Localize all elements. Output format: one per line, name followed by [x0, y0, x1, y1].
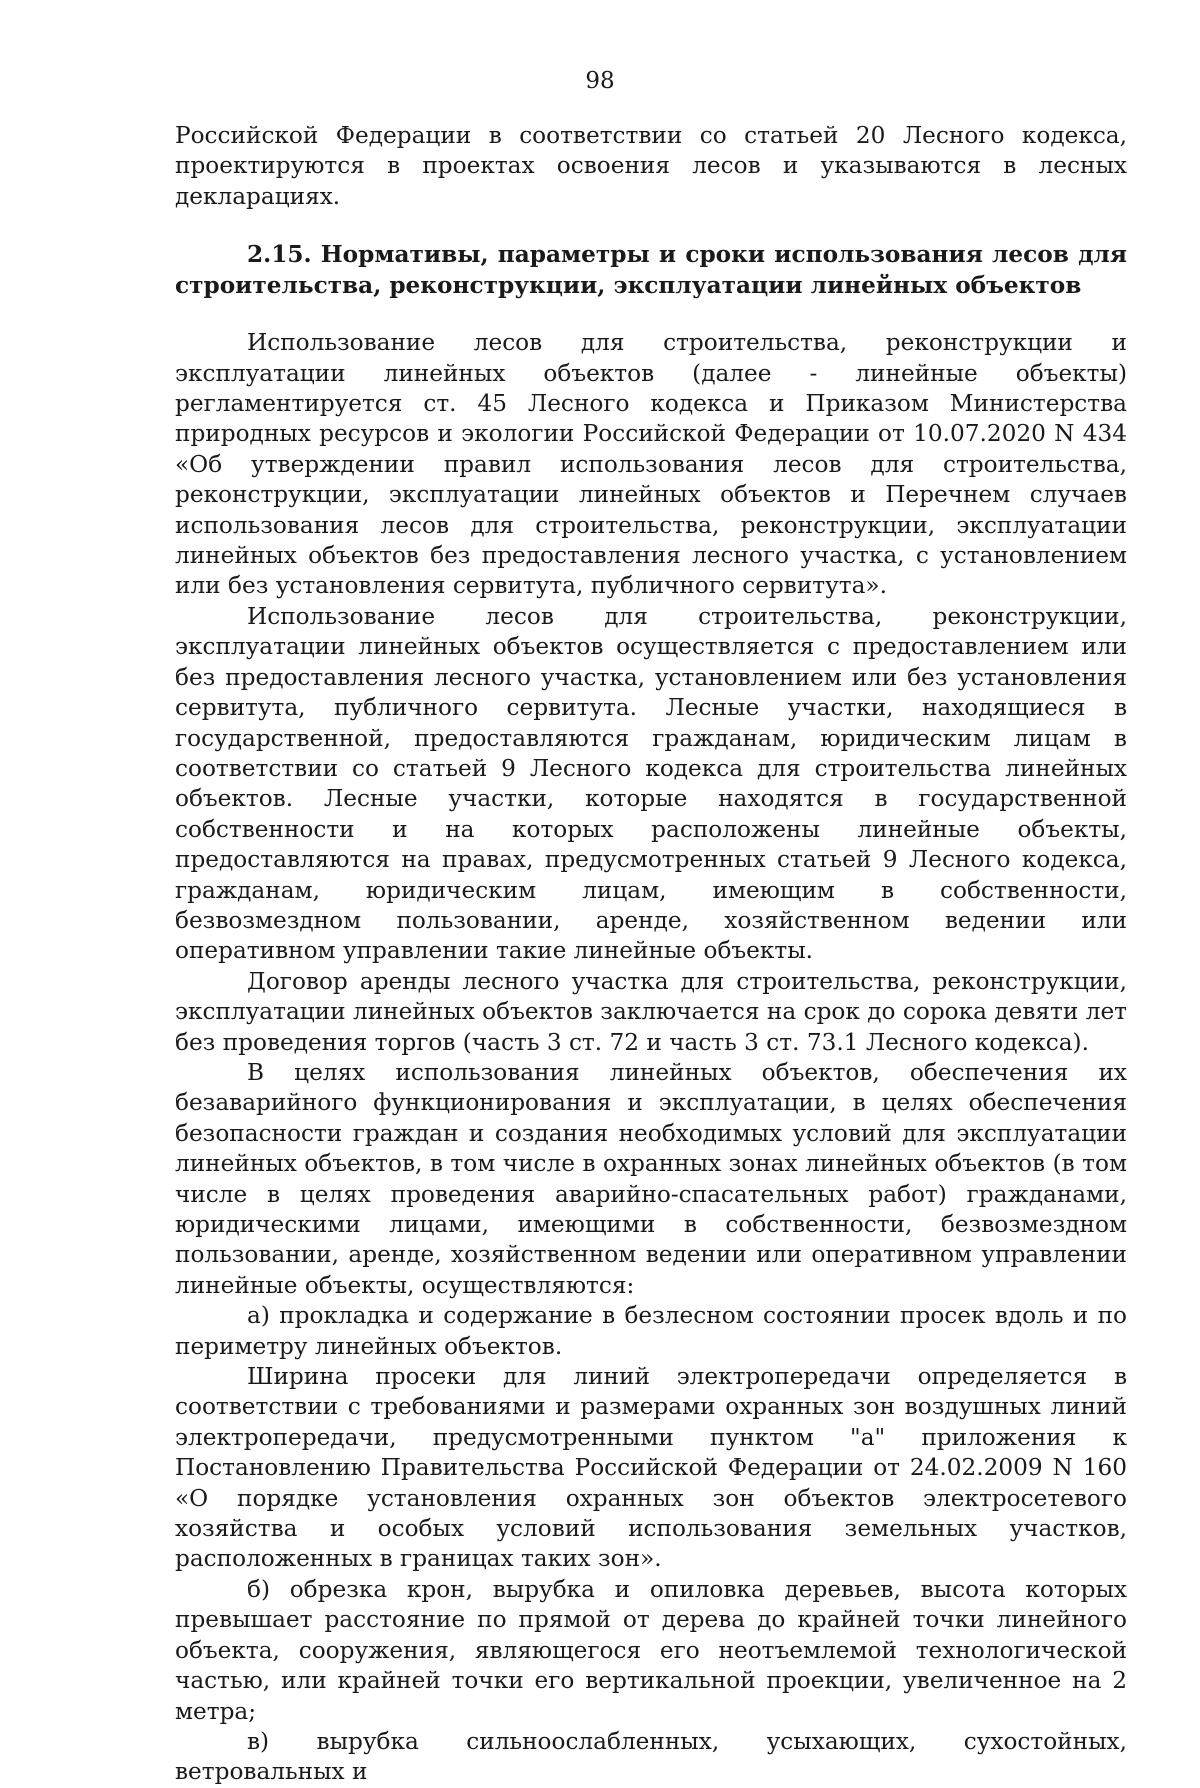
intro-paragraph: Российской Федерации в соответствии со статьей 20 Лесного кодекса, проектируются в проектах освоения лесов и указываются в лесных декларациях. [175, 122, 1127, 210]
paragraph-land-provision: Использование лесов для строительства, реконструкции, эксплуатации линейных объектов осуществляется с предоставлением или без предоставления лесного участка, установлением или без установления сервитута, публичного сервитута. Лесные участки, находящиеся в государственной, предоставляются гражданам, юридическим лицам в соответствии со статьей 9 Лесного кодекса для строительства линейных объектов. Лесные участки, которые находятся в государственной собственности и на которых расположены линейные объекты, предоставляются на правах, предусмотренных статьей 9 Лесного кодекса, гражданам, юридическим лицам, имеющим в собственности, безвозмездном пользовании, аренде, хозяйственном ведении или оперативном управлении такие линейные объекты. [175, 602, 1127, 965]
paragraph-lease-term: Договор аренды лесного участка для строительства, реконструкции, эксплуатации линейных объектов заключается на срок до сорока девяти лет без проведения торгов (часть 3 ст. 72 и часть 3 ст. 73.1 Лесного кодекса). [175, 967, 1127, 1056]
paragraph-item-a: а) прокладка и содержание в безлесном состоянии просек вдоль и по периметру линейных объектов. [175, 1302, 1127, 1360]
paragraph-clearing-width: Ширина просеки для линий электропередачи определяется в соответствии с требованиями и размерами охранных зон воздушных линий электропередачи, предусмотренными пунктом "а" приложения к Постановлению Правительства Российской Федерации от 24.02.2009 N 160 «О порядке установления охранных зон объектов электросетевого хозяйства и особых условий использования земельных участков, расположенных в границах таких зон». [175, 1363, 1127, 1573]
paragraph-item-c: в) вырубка сильноослабленных, усыхающих, сухостойных, ветровальных и [175, 1727, 1127, 1786]
paragraph-legal-basis: Использование лесов для строительства, реконструкции и эксплуатации линейных объектов (далее - линейные объекты) регламентируется ст. 45 Лесного кодекса и Приказом Министерства природных ресурсов и экологии Российской Федерации от 10.07.2020 N 434 «Об утверждении правил использования лесов для строительства, реконструкции, эксплуатации линейных объектов и Перечнем случаев использования лесов для строительства, реконструкции, эксплуатации линейных объектов без предоставления лесного участка, с установлением или без установления сервитута, публичного сервитута». [175, 329, 1127, 600]
section-heading: 2.15. Нормативы, параметры и сроки использования лесов для строительства, реконструкции, эксплуатации линейных объектов [175, 241, 1127, 300]
page-number: 98 [585, 68, 615, 94]
paragraph-safety-purposes: В целях использования линейных объектов, обеспечения их безаварийного функционирования и эксплуатации, в целях обеспечения безопасности граждан и создания необходимых условий для эксплуатации линейных объектов, в том числе в охранных зонах линейных объектов (в том числе в целях проведения аварийно-спасательных работ) гражданами, юридическими лицами, имеющими в собственности, безвозмездном пользовании, аренде, хозяйственном ведении или оперативном управлении линейные объекты, осуществляются: [175, 1058, 1127, 1299]
page-content [175, 121, 1127, 1788]
paragraph-item-b: б) обрезка крон, вырубка и опиловка деревьев, высота которых превышает расстояние по прямой от дерева до крайней точки линейного объекта, сооружения, являющегося его неотъемлемой технологической частью, или крайней точки его вертикальной проекции, увеличенное на 2 метра; [175, 1575, 1127, 1725]
